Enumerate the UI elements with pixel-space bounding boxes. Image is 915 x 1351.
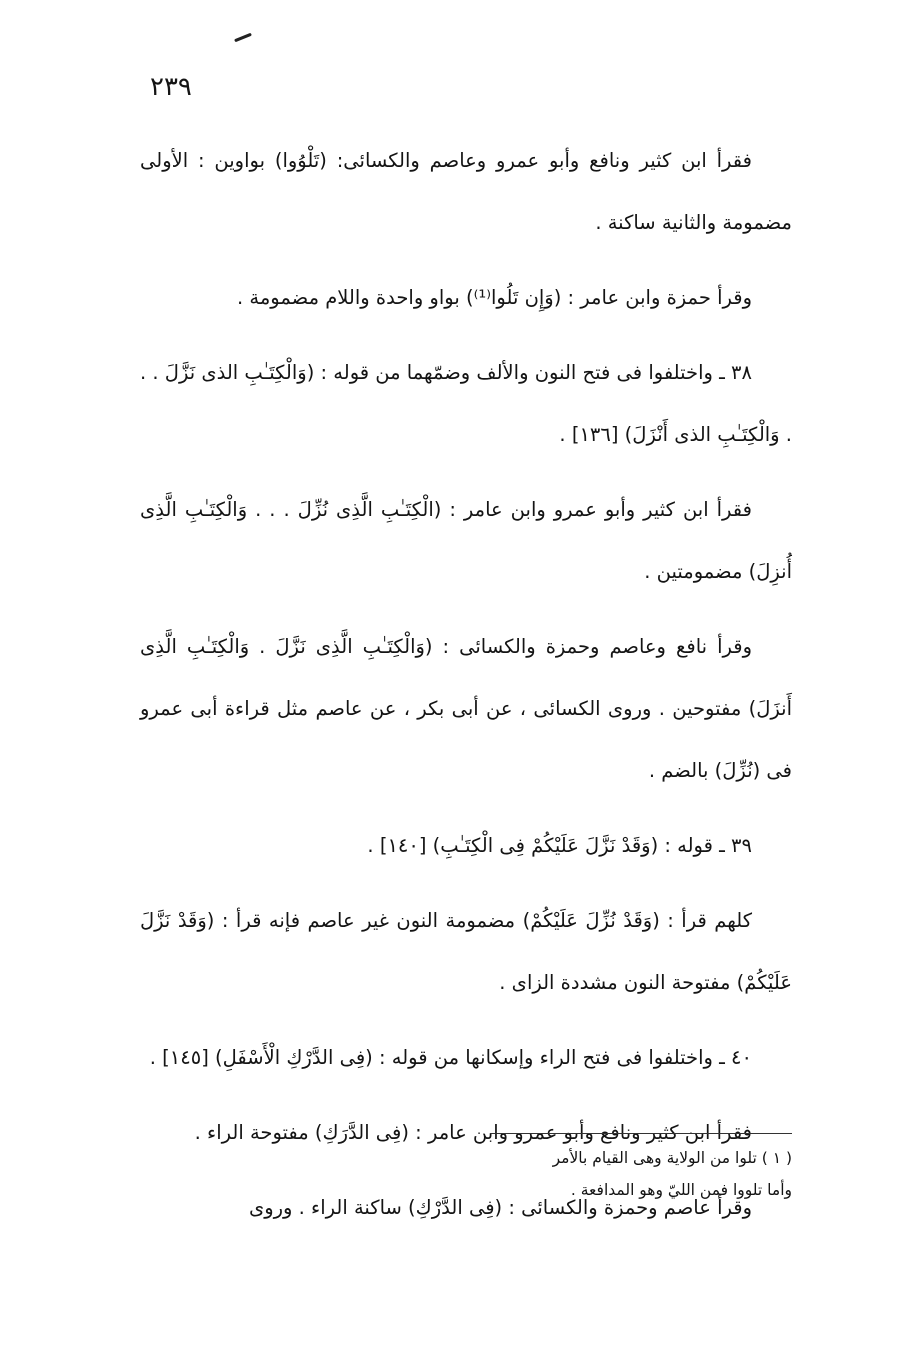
page-number: ٢٣٩ xyxy=(150,72,192,102)
paragraph: فقرأ ابن كثير ونافع وأبو عمرو وعاصم والكسائى: (تَلْوُوا) بواوين : الأولى مضمومة والثانية ساكنة . xyxy=(140,149,792,234)
footnotes xyxy=(440,1142,792,1206)
paragraph: كلهم قرأ : (وَقَدْ نُزِّلَ عَلَيْكُمْ) مضمومة النون غير عاصم فإنه قرأ : (وَقَدْ نَزَّلَ عَلَيْكُمْ) مفتوحة النون مشددة الزاى . xyxy=(140,909,792,994)
paragraph: ٣٩ ـ قوله : (وَقَدْ نَزَّلَ عَلَيْكُمْ فِى الْكِتَـٰبِ) [١٤٠] . xyxy=(367,834,752,857)
paragraph: فقرأ ابن كثير وأبو عمرو وابن عامر : (الْكِتَـٰبِ الَّذِى نُزِّلَ . . . وَالْكِتَـٰبِ الَّذِى أُنزِلَ) مضمومتين . xyxy=(140,498,792,583)
paragraph: وقرأ نافع وعاصم وحمزة والكسائى : (وَالْكِتَـٰبِ الَّذِى نَزَّلَ . وَالْكِتَـٰبِ الَّذِى أَنزَلَ) مفتوحين . وروى الكسائى ، عن أبى بكر ، عن عاصم مثل قراءة أبى عمرو فى (نُزِّلَ) بالضم . xyxy=(140,635,792,782)
paragraph: وقرأ حمزة وابن عامر : (وَإِن تَلُوا⁽¹⁾) بواو واحدة واللام مضمومة . xyxy=(237,286,752,309)
footnote-line: وأما تلووا فمن الليّ وهو المدافعة . xyxy=(570,1181,792,1199)
paragraph: وقرأ عاصم وحمزة والكسائى : (فِى الدَّرْكِ) ساكنة الراء . وروى xyxy=(248,1196,752,1219)
ink-mark xyxy=(234,33,252,43)
main-text xyxy=(140,130,792,1252)
paragraph: فقرأ ابن كثير ونافع وأبو عمرو وابن عامر : (فِى الدَّرَكِ) مفتوحة الراء . xyxy=(194,1121,752,1144)
paragraph: ٤٠ ـ واختلفوا فى فتح الراء وإسكانها من قوله : (فِى الدَّرْكِ الْأَسْفَلِ) [١٤٥] . xyxy=(149,1046,752,1069)
footnote-line: ( ١ ) تلوا من الولاية وهى القيام بالأمر xyxy=(552,1149,792,1167)
footnote-divider xyxy=(490,1133,792,1134)
paragraph: ٣٨ ـ واختلفوا فى فتح النون والألف وضمّهما من قوله : (وَالْكِتَـٰبِ الذى نَزَّلَ . . . وَالْكِتَـٰبِ الذى أَنْزَلَ) [١٣٦] . xyxy=(140,361,792,446)
